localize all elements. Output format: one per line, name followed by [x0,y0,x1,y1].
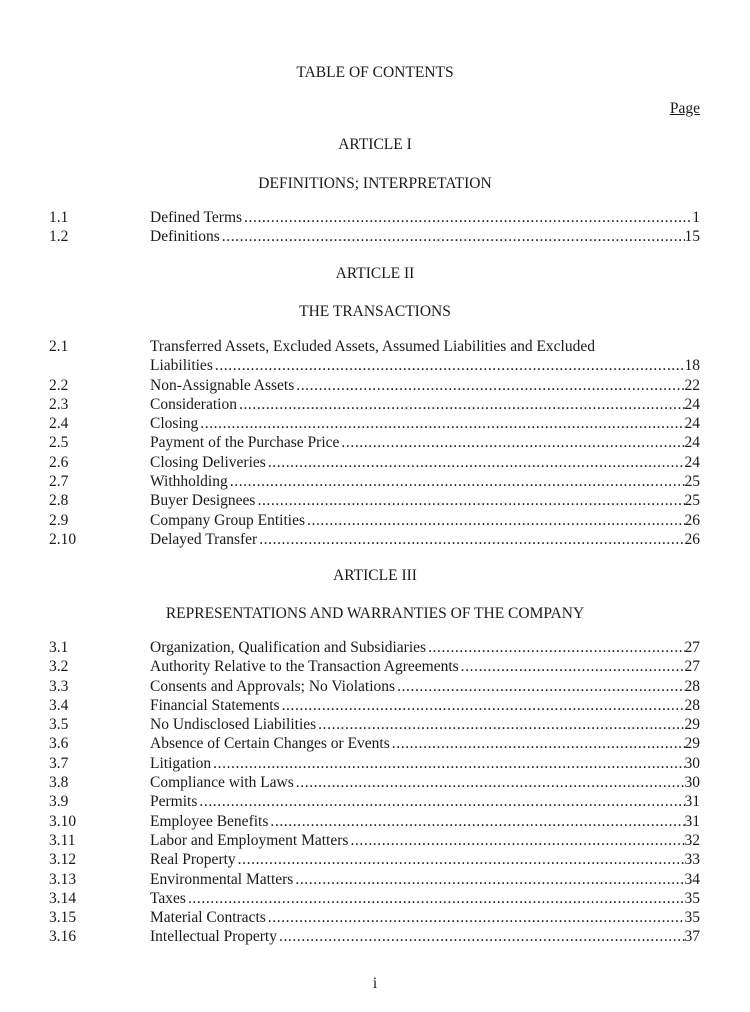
section-title: Employee Benefits [150,812,269,830]
section-number: 3.8 [49,774,69,792]
section-number: 3.4 [49,696,69,714]
toc-entry[interactable] [49,511,700,530]
dot-leader [428,638,684,657]
toc-entry[interactable] [49,395,700,414]
section-title: Defined Terms [150,209,243,226]
page-number: 31 [684,812,700,830]
section-title: Consents and Approvals; No Violations [150,677,396,695]
dot-leader [307,511,685,530]
page-number: 25 [684,492,700,510]
section-number: 3.12 [49,851,77,869]
dot-leader [268,908,685,927]
toc-entry[interactable] [49,870,700,889]
section-number: 3.10 [49,812,77,830]
section-title: Buyer Designees [150,492,256,510]
section-number: 2.6 [49,453,69,471]
page-number: 24 [684,434,700,452]
toc-entry[interactable] [49,850,700,869]
dot-leader [199,792,684,811]
dot-leader [257,491,684,510]
section-number: 2.7 [49,473,69,491]
toc-entry[interactable] [49,908,700,927]
page-number: 29 [684,735,700,753]
dot-leader [213,754,684,773]
article-3-label: ARTICLE III [333,567,417,584]
section-title: Company Group Entities [150,511,305,529]
dot-leader [238,850,685,869]
page-number: 29 [684,716,700,734]
article-1-heading: DEFINITIONS; INTERPRETATION [258,175,492,192]
dot-leader [318,715,684,734]
section-title: Organization, Qualification and Subsidiaries [150,639,427,656]
page-number: 24 [684,415,700,433]
dot-leader [268,453,685,472]
dot-leader [341,433,684,452]
toc-entry[interactable] [49,414,700,433]
footer-page-number: i [372,975,378,992]
toc-entry[interactable] [49,657,700,676]
section-title: Delayed Transfer [150,530,258,548]
toc-entry[interactable] [49,754,700,773]
section-title: Withholding [150,473,228,491]
section-title: Environmental Matters [150,870,294,888]
dot-leader [350,831,684,850]
dot-leader [282,696,685,715]
section-title: Taxes [150,889,186,907]
section-number: 1.1 [49,209,69,226]
toc-entry[interactable] [49,773,700,792]
dot-leader [244,208,692,227]
section-title: Closing [150,415,199,433]
section-title: Non-Assignable Assets [150,376,295,394]
article-1-entries [49,208,700,247]
page-number: 30 [684,754,700,772]
dot-leader [461,657,685,676]
article-2-entries [49,337,700,549]
section-title: Intellectual Property [150,928,277,946]
section-number: 3.6 [49,735,69,753]
toc-entry[interactable] [49,433,700,452]
page-number: 26 [684,530,700,548]
dot-leader [215,356,685,375]
article-2-label: ARTICLE II [335,265,415,282]
toc-title: TABLE OF CONTENTS [296,64,454,81]
dot-leader [296,773,685,792]
page-number: 27 [684,639,700,656]
section-number: 2.5 [49,434,69,452]
article-3-entries [49,638,700,947]
toc-entry[interactable] [49,889,700,908]
section-number: 3.11 [49,831,76,849]
section-number: 2.8 [49,492,69,510]
section-number: 3.5 [49,716,69,734]
section-title: Payment of the Purchase Price [150,434,340,452]
toc-entry[interactable] [49,677,700,696]
toc-entry[interactable] [49,715,700,734]
article-1-label: ARTICLE I [338,136,412,153]
toc-entry[interactable] [49,812,700,831]
page-number: 30 [684,774,700,792]
section-number: 3.13 [49,870,77,888]
toc-entry[interactable] [49,453,700,472]
toc-entry[interactable] [49,831,700,850]
section-number: 2.3 [49,395,69,413]
page-number: 33 [684,851,700,869]
page-number: 15 [684,228,700,246]
page-number: 32 [684,831,700,849]
page-number: 1 [692,209,700,226]
section-title: Labor and Employment Matters [150,831,349,849]
dot-leader [392,734,685,753]
section-number: 2.10 [49,530,77,548]
dot-leader [188,889,685,908]
dot-leader [222,227,685,246]
dot-leader [270,812,684,831]
section-title: No Undisclosed Liabilities [150,716,317,734]
section-title: Compliance with Laws [150,774,294,792]
section-title: Financial Statements [150,696,280,714]
dot-leader [230,472,685,491]
section-title: Absence of Certain Changes or Events [150,735,390,753]
page-number: 35 [684,909,700,927]
dot-leader [279,927,685,946]
section-number: 1.2 [49,228,69,246]
page-column-label: Page [669,100,700,117]
page-number: 28 [684,677,700,695]
section-number: 3.7 [49,754,69,772]
toc-entry[interactable] [49,227,700,246]
toc-entry[interactable] [49,472,700,491]
toc-entry[interactable] [49,208,700,227]
dot-leader [200,414,684,433]
section-number: 2.1 [49,338,69,355]
toc-entry[interactable] [49,337,700,376]
page-number: 35 [684,889,700,907]
section-title: Permits [150,793,198,811]
dot-leader [239,395,685,414]
page-number: 24 [684,453,700,471]
section-number: 3.16 [49,928,77,946]
article-3-heading: REPRESENTATIONS AND WARRANTIES OF THE COMPANY [165,605,585,622]
toc-entry[interactable] [49,638,700,657]
article-2-heading: THE TRANSACTIONS [299,303,451,320]
toc-entry[interactable] [49,696,700,715]
toc-entry[interactable] [49,792,700,811]
section-title: Authority Relative to the Transaction Agreements [150,658,459,676]
toc-entry[interactable] [49,734,700,753]
toc-entry[interactable] [49,927,700,946]
section-number: 2.2 [49,376,69,394]
dot-leader [259,530,684,549]
section-number: 3.3 [49,677,69,695]
page-number: 37 [684,928,700,946]
page-number: 22 [684,376,700,394]
section-number: 3.14 [49,889,77,907]
section-title: Material Contracts [150,909,266,927]
page-number: 27 [684,658,700,676]
page-number: 26 [684,511,700,529]
section-title: Closing Deliveries [150,453,266,471]
toc-entry[interactable] [49,491,700,510]
page-number: 24 [684,395,700,413]
page-number: 18 [684,357,700,375]
page-number: 25 [684,473,700,491]
dot-leader [296,376,684,395]
section-title: Definitions [150,228,220,246]
page-number: 34 [684,870,700,888]
section-number: 3.15 [49,909,77,927]
toc-entry[interactable] [49,376,700,395]
section-number: 3.1 [49,639,69,656]
section-title: Litigation [150,754,212,772]
section-title: Consideration [150,395,237,413]
section-number: 2.4 [49,415,69,433]
dot-leader [295,870,684,889]
section-number: 3.9 [49,793,69,811]
section-title: Real Property [150,851,236,869]
section-number: 2.9 [49,511,69,529]
page-number: 31 [684,793,700,811]
page-number: 28 [684,696,700,714]
section-title-line1: Transferred Assets, Excluded Assets, Assumed Liabilities and Excluded [150,338,595,355]
section-title: Liabilities [150,357,213,375]
toc-entry[interactable] [49,530,700,549]
dot-leader [397,677,684,696]
section-number: 3.2 [49,658,69,676]
